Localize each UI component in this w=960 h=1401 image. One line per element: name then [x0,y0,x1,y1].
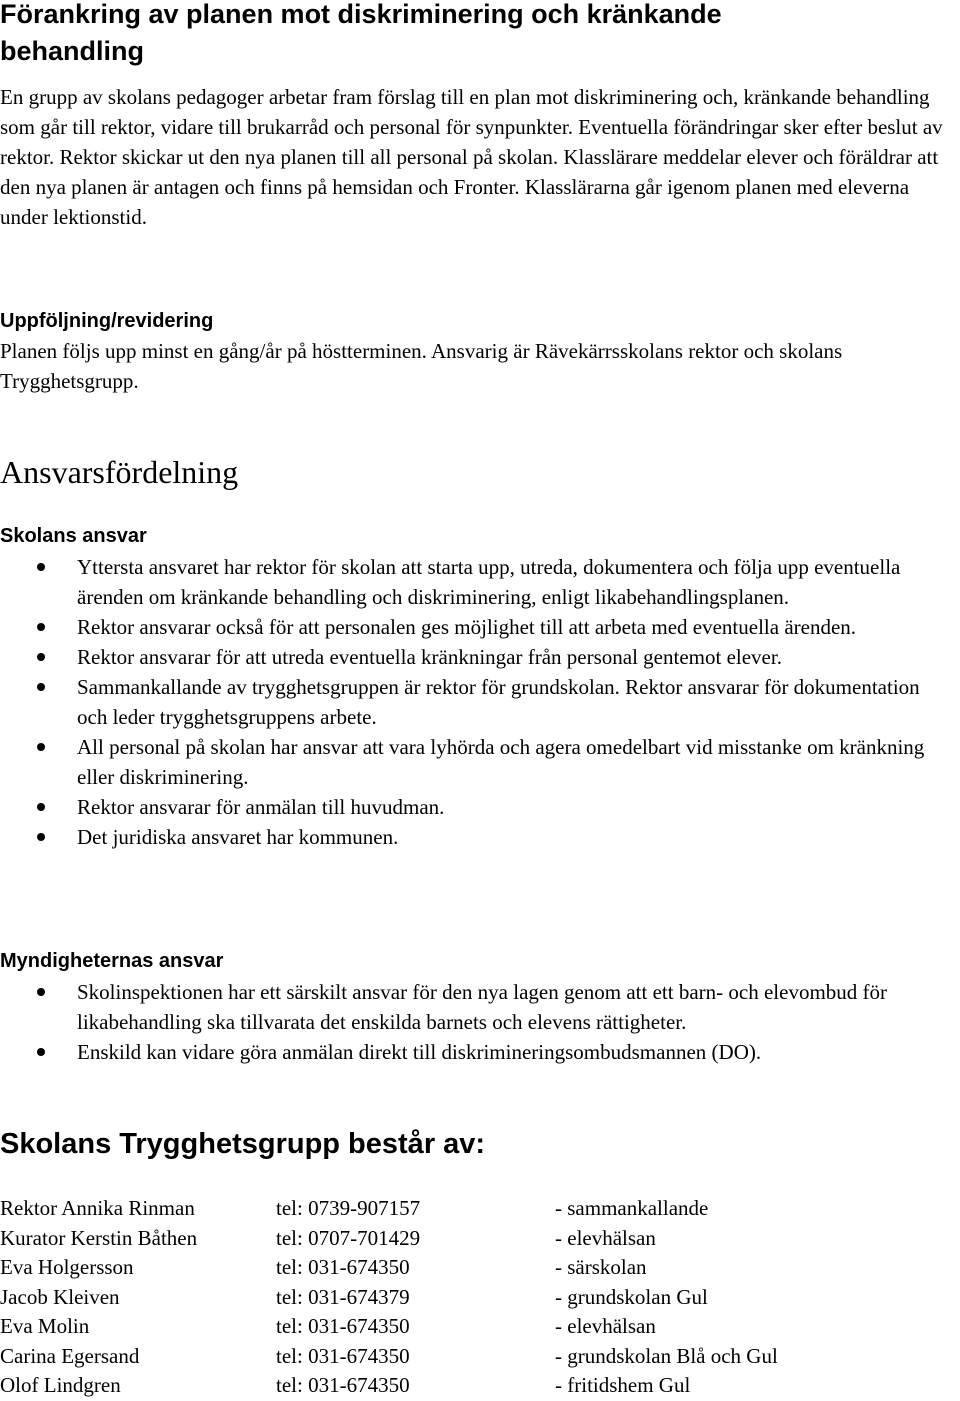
table-row [0,1371,778,1401]
member-role: - grundskolan Gul [555,1284,708,1309]
member-phone: tel: 031-674350 [276,1255,410,1279]
safety-group-heading: Skolans Trygghetsgrupp består av: [0,1128,486,1160]
member-role: - sammankallande [555,1196,709,1220]
list-item: All personal på skolan har ansvar att vara lyhörda och agera omedelbart vid misstanke om kränkning eller diskriminering. [0,732,950,792]
member-phone: tel: 031-674350 [276,1314,410,1338]
member-role: - fritidshem Gul [555,1373,691,1397]
school-responsibility-list [0,552,950,852]
bullet-icon [37,563,45,571]
list-item: Yttersta ansvaret har rektor för skolan att starta upp, utreda, dokumentera och följa upp eventuella ärenden om kränkande behandling och diskriminering, enligt likabehandlingsplanen. [0,552,950,612]
safety-group-table [0,1194,778,1401]
followup-text: Planen följs upp minst en gång/år på höstterminen. Ansvarig är Rävekärrsskolans rektor och skolans Trygghetsgrupp. [0,339,843,393]
member-name: Olof Lindgren [0,1373,121,1397]
list-item: Sammankallande av trygghetsgruppen är rektor för grundskolan. Rektor ansvarar för dokumentation och leder trygghetsgruppens arbete. [0,672,950,732]
bullet-icon [37,803,45,811]
bullet-icon [37,1048,45,1056]
member-phone: tel: 0707-701429 [276,1225,421,1250]
bullet-icon [37,653,45,661]
bullet-icon [37,988,45,996]
bullet-icon [37,833,45,841]
responsibility-heading: Ansvarsfördelning [0,454,239,490]
list-item: Rektor ansvarar också för att personalen ges möjlighet till att arbeta med eventuella ärenden. [0,612,950,642]
table-row [0,1342,778,1372]
member-phone: tel: 031-674350 [276,1343,410,1368]
followup-heading: Uppföljning/revidering [0,310,214,332]
member-name: Kurator Kerstin Båthen [0,1225,198,1250]
member-phone: tel: 031-674379 [276,1284,410,1309]
document-title-line-1: Förankring av planen mot diskriminering och kränkande [0,0,722,29]
member-name: Carina Egersand [0,1343,140,1368]
member-role: - elevhälsan [555,1314,656,1338]
list-item: Skolinspektionen har ett särskilt ansvar för den nya lagen genom att ett barn- och elevombud för likabehandling ska tillvarata det enskilda barnets och elevens rättigheter. [0,977,950,1037]
table-row [0,1283,778,1313]
list-item: Rektor ansvarar för att utreda eventuella kränkningar från personal gentemot elever. [0,642,950,672]
member-name: Rektor Annika Rinman [0,1196,195,1220]
intro-paragraph: En grupp av skolans pedagoger arbetar fram förslag till en plan mot diskriminering och, kränkande behandling som går till rektor, vidare till brukarråd och personal för synpunkter. Eventuella förändringar sker efter beslut av rektor. Rektor skickar ut den nya planen till all personal på skolan. Klasslärare meddelar elever och föräldrar att den nya planen är antagen och finns på hemsidan och Fronter. Klasslärarna går igenom planen med eleverna under lektionstid. [0,85,943,229]
list-item: Enskild kan vidare göra anmälan direkt till diskrimineringsombudsmannen (DO). [0,1037,950,1067]
member-name: Jacob Kleiven [0,1284,120,1309]
member-role: - elevhälsan [555,1225,656,1250]
table-row [0,1253,778,1283]
bullet-icon [37,683,45,691]
school-responsibility-heading: Skolans ansvar [0,525,147,547]
list-item: Rektor ansvarar för anmälan till huvudman. [0,792,950,822]
table-row [0,1224,778,1254]
authorities-responsibility-list [0,977,950,1067]
table-row [0,1312,778,1342]
table-row [0,1194,778,1224]
bullet-icon [37,623,45,631]
member-name: Eva Holgersson [0,1255,134,1279]
member-phone: tel: 0739-907157 [276,1196,421,1220]
member-name: Eva Molin [0,1314,90,1338]
member-phone: tel: 031-674350 [276,1373,410,1397]
authorities-responsibility-heading: Myndigheternas ansvar [0,950,224,972]
list-item: Det juridiska ansvaret har kommunen. [0,822,950,852]
member-role: - grundskolan Blå och Gul [555,1343,778,1368]
bullet-icon [37,743,45,751]
document-title-line-2: behandling [0,36,144,66]
member-role: - särskolan [555,1255,647,1279]
